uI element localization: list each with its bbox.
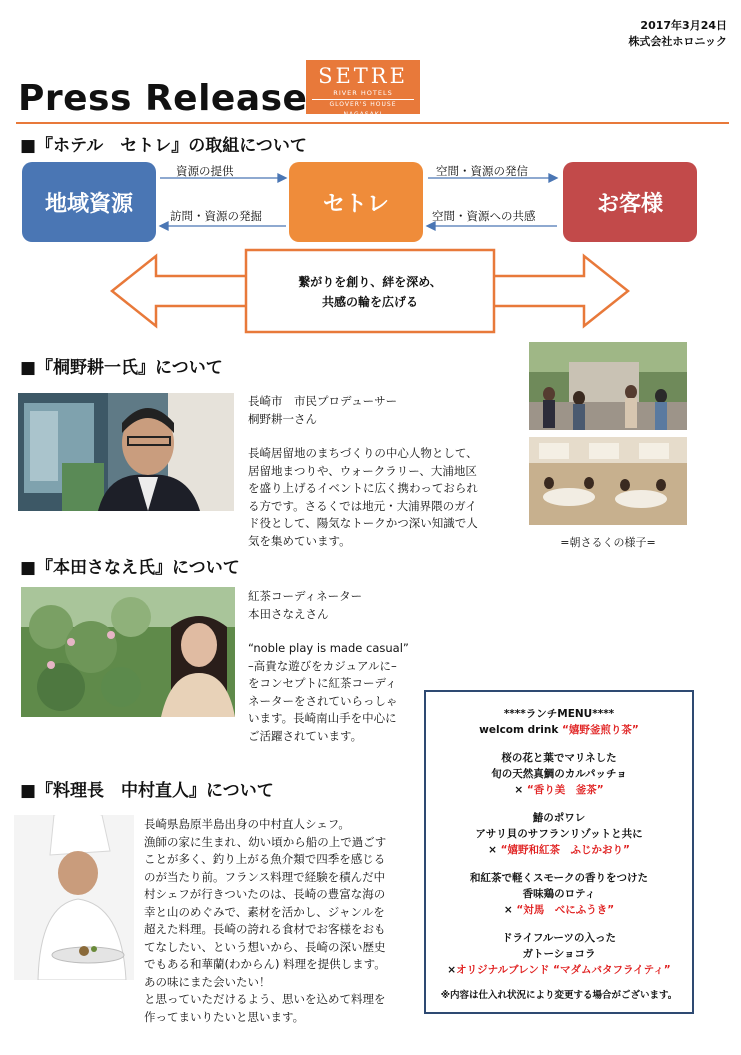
section3-heading: ■『本田さなえ氏』について: [20, 558, 240, 578]
course1-pairing: [426, 782, 692, 798]
honda-bio-line: をコンセプトに紅茶コーディ: [248, 676, 397, 690]
flow-arrows: [0, 150, 741, 250]
label-visit-discover: 訪問・資源の発掘: [170, 209, 262, 223]
kirino-name: 桐野耕一さん: [248, 411, 317, 426]
banner-text: [246, 272, 494, 312]
section2-heading: ■『桐野耕一氏』について: [20, 358, 223, 378]
kirino-bio-line: ド役として、陽気なトークかつ深い知識で人: [248, 516, 478, 530]
chef-bio-line: 村シェフが行きついたのは、長崎の豊富な海の: [144, 887, 386, 901]
honda-bio-line: ネーターをされていらっしゃ: [248, 693, 398, 708]
header-meta: [628, 18, 727, 50]
honda-role: 紅茶コーディネーター: [248, 589, 363, 603]
honda-profile: [248, 588, 428, 745]
course3-tea: “対馬 べにふうき”: [516, 904, 615, 916]
chef-profile: [144, 816, 416, 1026]
chef-bio-line: 幸と山のめぐみで、素材を活かし、ジャンルを: [144, 904, 385, 919]
welcome-drink: “嬉野釜煎り茶”: [562, 724, 639, 736]
arrow-head: [278, 174, 286, 182]
chef-bio-line: あの味にまた会いたい！: [144, 974, 271, 989]
course1-line1: 桜の花と葉でマリネした: [501, 752, 617, 764]
box-local-resources: 地域資源: [22, 162, 156, 242]
arrow-head: [549, 174, 557, 182]
kirino-bio-line: る方です。さるくでは地元・大浦界隈のガイ: [248, 498, 477, 513]
course3-line1: 和紅茶で軽くスモークの香りをつけた: [469, 872, 649, 884]
chef-bio-line: 長崎県島原半島出身の中村直人シェフ。: [144, 817, 350, 831]
logo-line3: GLOVER'S HOUSE NAGASAKI: [312, 99, 414, 120]
banner-line1: 繋がりを創り、絆を深め、: [298, 275, 442, 289]
honda-bio-line: “noble play is made casual”: [248, 641, 409, 655]
chef-bio-line: ことが多く、釣り上がる魚介類で四季を感じる: [144, 852, 386, 866]
kirino-photo: [18, 393, 234, 511]
honda-name: 本田さなえさん: [248, 606, 329, 621]
section1-heading: ■『ホテル セトレ』の取組について: [20, 136, 307, 156]
kirino-role: 長崎市 市民プロデューサー: [248, 394, 398, 408]
section4-heading: ■『料理長 中村直人』について: [20, 781, 274, 801]
label-resource-provide: 資源の提供: [176, 164, 234, 178]
pairing-mark: ×: [503, 904, 517, 916]
chef-bio-line: 超えた料理。長崎の誇れる食材でお客様をおも: [144, 922, 386, 936]
course1-line2: 旬の天然真鯛のカルパッチョ: [491, 768, 627, 780]
honda-bio-line: ご活躍されています。: [248, 728, 363, 743]
morning-walk-photo-1: [529, 342, 687, 430]
kirino-bio-line: 気を集めています。: [248, 533, 351, 548]
label-space-empathy: 空間・資源への共感: [432, 209, 536, 223]
logo-name: SETRE: [318, 64, 408, 88]
logo-line2: RIVER HOTELS: [333, 89, 393, 97]
course2-line2: アサリ貝のサフランリゾットと共に: [475, 828, 643, 840]
banner-line2: 共感の輪を広げる: [321, 295, 418, 309]
chef-bio-line: でもある和華蘭(わからん) 料理を提供します。: [144, 957, 386, 971]
menu-note: ※内容は仕入れ状況により変更する場合がございます。: [440, 990, 678, 1001]
lunch-menu-box: [424, 690, 694, 1014]
chef-bio-line: てなしたい、という想いから、長崎の深い歴史: [144, 939, 386, 954]
pairing-mark: ×: [514, 784, 527, 796]
arrow-head: [160, 222, 168, 230]
honda-photo: [21, 587, 235, 717]
course3-line2: 香味鶏のロティ: [522, 888, 596, 900]
chef-bio-line: のが当たり前。フランス料理で経験を積んだ中: [144, 869, 386, 884]
kirino-bio-line: 居留地まつりや、ウォークラリー、大浦地区: [248, 463, 477, 478]
pairing-mark: ×: [447, 964, 457, 976]
course4-line2: ガトーショコラ: [522, 948, 596, 960]
box-customers: お客様: [563, 162, 697, 242]
box-setre: セトレ: [289, 162, 423, 242]
chef-photo: [14, 815, 134, 980]
course2-line1: 鰆のポワレ: [532, 812, 586, 824]
title-divider: [16, 122, 729, 124]
chef-bio-line: 漁師の家に生まれ、幼い頃から船の上で過ごす: [144, 834, 387, 849]
page-title: Press Release: [18, 78, 308, 119]
label-space-send: 空間・資源の発信: [436, 164, 528, 178]
kirino-profile: [248, 393, 508, 550]
kirino-bio-line: 長崎居留地のまちづくりの中心人物として、: [248, 446, 478, 460]
morning-walk-photo-2: [529, 437, 687, 525]
morning-walk-caption: =朝さるくの様子=: [560, 536, 656, 549]
course4-tea: オリジナルブレンド “マダムバタフライティ”: [456, 964, 671, 976]
course2-tea: “嬉野和紅茶 ふじかおり”: [500, 844, 630, 856]
course3-pairing: [426, 902, 692, 918]
company-name: 株式会社ホロニック: [628, 35, 727, 48]
setre-logo: [306, 60, 420, 118]
chef-bio-line: と思っていただけるよう、思いを込めて料理を: [144, 992, 386, 1006]
menu-title: ****ランチMENU****: [503, 708, 615, 720]
welcome-label: welcom drink: [479, 724, 563, 736]
pairing-mark: ×: [488, 844, 501, 856]
menu-welcome: [426, 722, 692, 738]
course2-pairing: [426, 842, 692, 858]
release-date: 2017年3月24日: [640, 19, 727, 32]
course4-pairing: [426, 962, 692, 978]
course1-tea: “香り美 釜茶”: [526, 784, 604, 796]
honda-bio-line: います。長崎南山手を中心に: [248, 711, 397, 725]
chef-bio-line: 作ってまいりたいと思います。: [144, 1009, 305, 1024]
honda-bio-line: –高貴な遊びをカジュアルに–: [248, 658, 397, 673]
kirino-bio-line: を盛り上げるイベントに広く携わっておられ: [248, 481, 478, 495]
course4-line1: ドライフルーツの入った: [501, 932, 617, 944]
